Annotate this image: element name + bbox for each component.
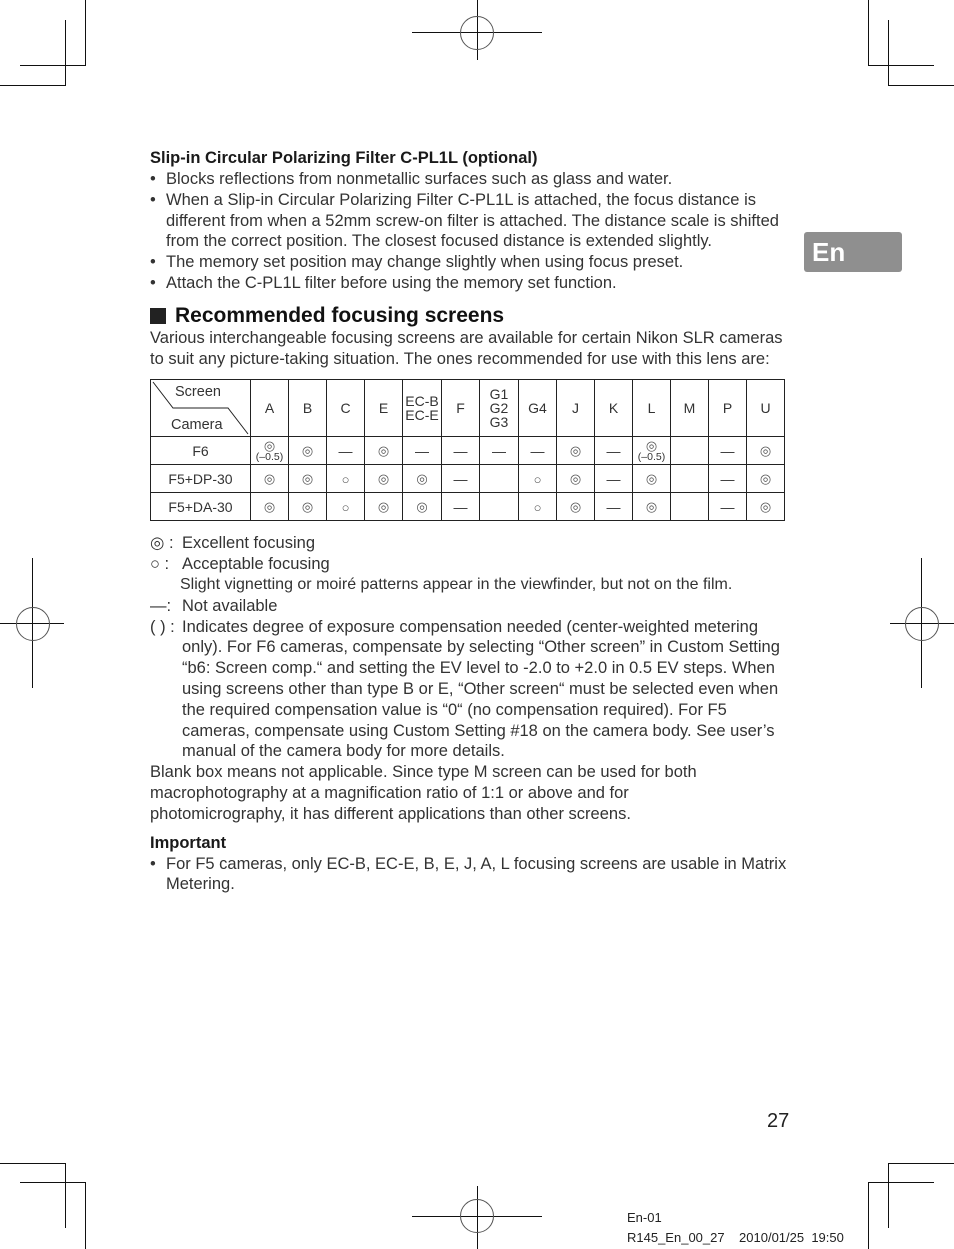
rating-cell: ◎ <box>747 493 785 521</box>
rating-cell <box>480 465 519 493</box>
table-header-row <box>151 380 785 437</box>
bullet-item: • Attach the C-PL1L filter before using the memory set function. <box>150 273 790 294</box>
table-column-header: F <box>442 380 480 437</box>
rating-cell: ◎ <box>289 493 327 521</box>
rating-cell: — <box>519 437 557 465</box>
rating-cell: — <box>595 437 633 465</box>
table-corner-cell <box>151 380 251 437</box>
rating-cell: — <box>595 465 633 493</box>
table-column-header: A <box>251 380 289 437</box>
camera-cell: F5+DP-30 <box>151 465 251 493</box>
table-column-header: M <box>671 380 709 437</box>
legend-excellent: ◎ : Excellent focusing <box>150 534 315 553</box>
rating-cell: ◎ <box>557 465 595 493</box>
rating-cell: ◎ (–0.5) <box>633 437 671 465</box>
bullet-item: • The memory set position may change slightly when using focus preset. <box>150 252 790 273</box>
crop-mark <box>0 85 66 86</box>
section-heading-text: Recommended focusing screens <box>175 303 505 327</box>
crop-mark <box>65 1163 66 1228</box>
bullet-item: • When a Slip-in Circular Polarizing Filter C-PL1L is attached, the focus distance is different from when a 52mm screw-on filter is attached. The distance scale is shifted from the correct position. The closest focused distance is extended slightly. <box>150 190 790 252</box>
section-intro: Various interchangeable focusing screens are available for certain Nikon SLR cameras to suit any picture-taking situation. The ones recommended for use with this lens are: <box>150 328 783 368</box>
rating-cell: — <box>403 437 442 465</box>
crop-mark <box>65 20 66 85</box>
rating-cell: ◎ <box>403 493 442 521</box>
rating-cell: ○ <box>327 493 365 521</box>
crop-mark <box>85 0 86 65</box>
double-circle-icon: ◎ : <box>150 534 174 553</box>
rating-cell: ◎ <box>403 465 442 493</box>
rating-cell: ◎ <box>633 493 671 521</box>
crop-mark <box>868 1182 934 1183</box>
section-heading <box>150 304 790 328</box>
print-footer: En-01 R145_En_00_27 2010/01/25 19:50 <box>627 1210 844 1245</box>
crop-mark <box>20 65 86 66</box>
table-column-header: G1 G2 G3 <box>480 380 519 437</box>
filter-bullets <box>150 169 790 294</box>
legend-parentheses: ( ) : Indicates degree of exposure compensation needed (center-weighted metering only). For F6 cameras, compensate by selecting “Other screen” in Custom Setting “b6: Screen comp.“ and setting the EV level to -2.0 to +2.0 in 0.5 EV steps. When using screens other than type B or E, “Other screen“ must be selected even when the required compensation value is “0“ (no compensation required). For F5 cameras, compensate using Custom Setting #18 on the camera body. See user’s manual of the camera body for more details. <box>150 617 780 761</box>
rating-cell: — <box>442 465 480 493</box>
important-title: Important <box>150 833 227 852</box>
crop-mark <box>0 1163 66 1164</box>
legend-not-available: —: Not available <box>150 596 278 615</box>
rating-cell: ◎ <box>365 493 403 521</box>
language-tab: En <box>804 232 902 272</box>
crop-mark <box>888 85 954 86</box>
crop-mark <box>888 1163 889 1228</box>
square-bullet-icon <box>150 308 166 324</box>
table-body <box>151 437 785 521</box>
crop-mark <box>888 1163 954 1164</box>
crop-mark <box>868 0 869 65</box>
rating-cell: — <box>480 437 519 465</box>
rating-cell: ◎ <box>557 437 595 465</box>
crop-mark <box>868 65 934 66</box>
table-column-header: C <box>327 380 365 437</box>
crop-mark <box>85 1182 86 1249</box>
table-column-header: E <box>365 380 403 437</box>
rating-cell: ◎ <box>633 465 671 493</box>
table-column-header: L <box>633 380 671 437</box>
table-row <box>151 493 785 521</box>
rating-cell: ○ <box>327 465 365 493</box>
rating-cell: — <box>595 493 633 521</box>
legend-acceptable-note: Slight vignetting or moiré patterns appear in the viewfinder, but not on the film. <box>180 575 733 593</box>
table-column-header: EC-B EC-E <box>403 380 442 437</box>
circle-icon: ○ : <box>150 555 170 574</box>
camera-cell: F6 <box>151 437 251 465</box>
rating-cell <box>671 493 709 521</box>
rating-cell: — <box>709 465 747 493</box>
rating-cell: ◎ <box>289 465 327 493</box>
rating-cell: ○ <box>519 465 557 493</box>
rating-cell: ◎ <box>747 465 785 493</box>
rating-cell: — <box>327 437 365 465</box>
bullet-item: • For F5 cameras, only EC-B, EC-E, B, E, J, A, L focusing screens are usable in Matrix Metering. <box>150 854 790 896</box>
focusing-screens-table <box>150 379 785 521</box>
rating-cell: — <box>442 493 480 521</box>
rating-cell: ◎ <box>747 437 785 465</box>
bullet-item: • Blocks reflections from nonmetallic surfaces such as glass and water. <box>150 169 790 190</box>
rating-cell: ◎ <box>289 437 327 465</box>
crop-mark <box>868 1182 869 1249</box>
rating-cell: ◎ <box>251 465 289 493</box>
crop-mark <box>888 20 889 85</box>
table-column-header: B <box>289 380 327 437</box>
filter-section-title: Slip-in Circular Polarizing Filter C-PL1L (optional) <box>150 149 538 167</box>
rating-cell: ◎ <box>365 437 403 465</box>
rating-cell: ◎ <box>365 465 403 493</box>
important-section <box>150 833 790 896</box>
table-column-header: U <box>747 380 785 437</box>
table-row <box>151 437 785 465</box>
table-column-header: J <box>557 380 595 437</box>
filter-section <box>150 148 790 294</box>
rating-cell: ○ <box>519 493 557 521</box>
rating-cell: ◎ (–0.5) <box>251 437 289 465</box>
table-row <box>151 465 785 493</box>
legend-acceptable: ○ : Acceptable focusing <box>150 555 330 574</box>
corner-label-camera: Camera <box>171 417 223 434</box>
legend <box>150 533 790 762</box>
table-column-header: P <box>709 380 747 437</box>
dash-icon: —: <box>150 596 172 615</box>
table-column-header: K <box>595 380 633 437</box>
camera-cell: F5+DA-30 <box>151 493 251 521</box>
crop-mark <box>20 1182 86 1183</box>
page-number: 27 <box>767 1110 790 1132</box>
blank-box-note: Blank box means not applicable. Since type M screen can be used for both macrophotography at a magnification ratio of 1:1 or above and for photomicrography, it has different applications than other screens. <box>150 763 697 823</box>
corner-label-screen: Screen <box>175 384 221 401</box>
rating-cell: — <box>442 437 480 465</box>
rating-cell <box>480 493 519 521</box>
table-column-header: G4 <box>519 380 557 437</box>
page-content <box>150 148 790 895</box>
rating-cell: ◎ <box>557 493 595 521</box>
rating-cell: — <box>709 493 747 521</box>
rating-cell: ◎ <box>251 493 289 521</box>
rating-cell: — <box>709 437 747 465</box>
rating-cell <box>671 437 709 465</box>
parentheses-icon: ( ) : <box>150 617 175 636</box>
rating-cell <box>671 465 709 493</box>
